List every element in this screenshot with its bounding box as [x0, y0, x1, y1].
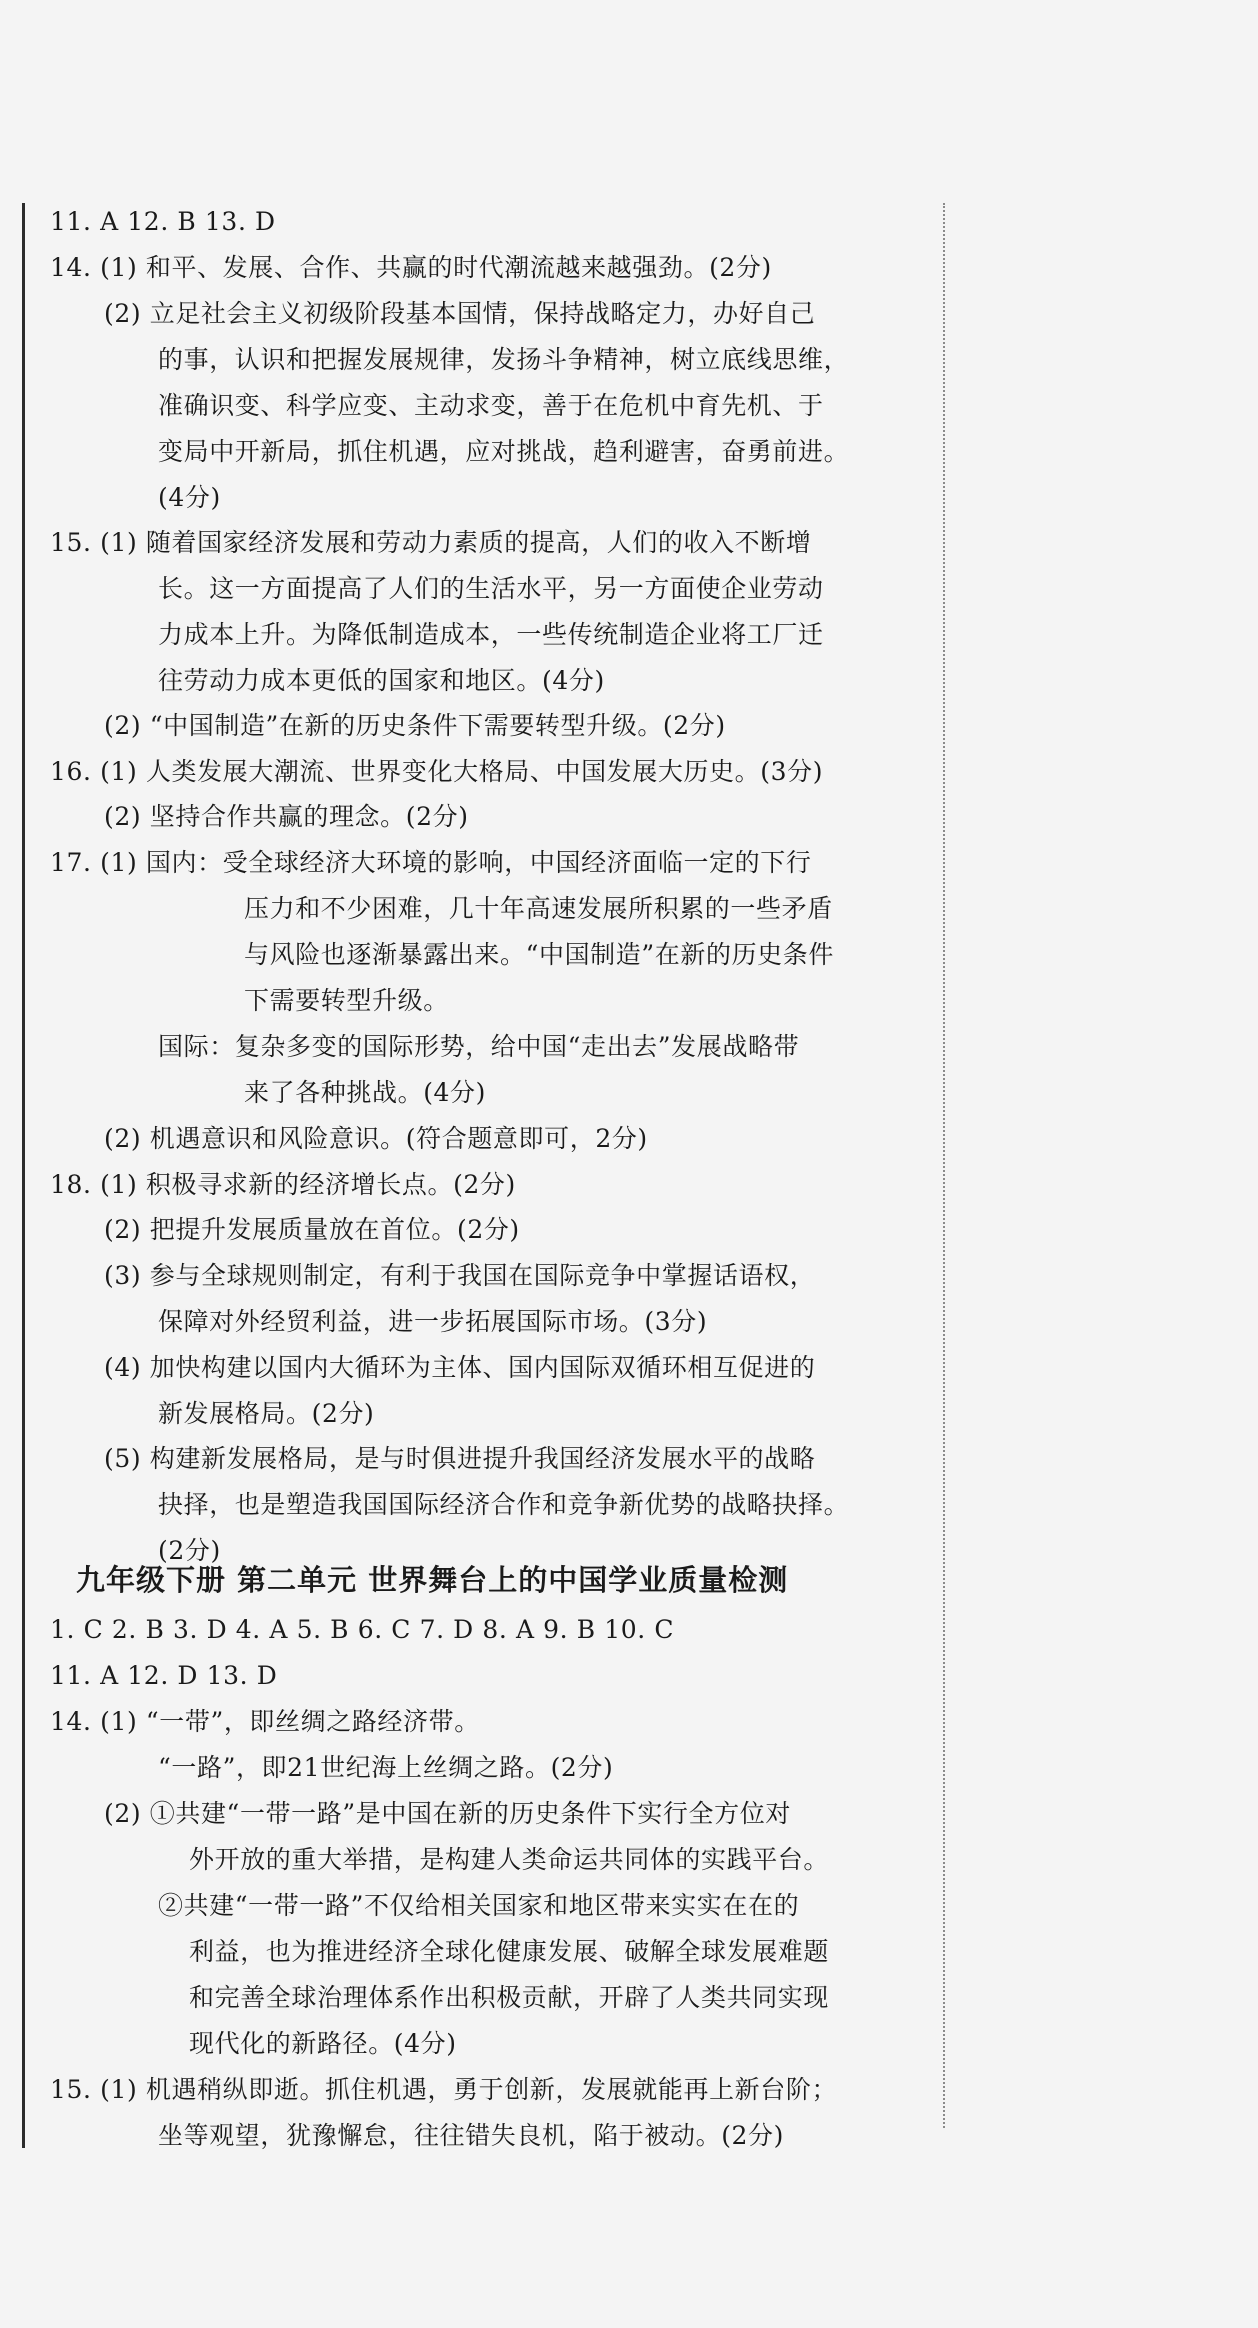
answer-line: 的事，认识和把握发展规律，发扬斗争精神，树立底线思维， — [158, 345, 850, 374]
answer-line: (4) 加快构建以国内大循环为主体、国内国际双循环相互促进的 — [104, 1353, 816, 1382]
answer-line: (5) 构建新发展格局，是与时俱进提升我国经济发展水平的战略 — [104, 1444, 816, 1473]
answer-line: 15. (1) 随着国家经济发展和劳动力素质的提高，人们的收入不断增 — [50, 528, 812, 557]
answer-line: (4分) — [158, 483, 221, 512]
answer-line: 15. (1) 机遇稍纵即逝。抓住机遇，勇于创新，发展就能再上新台阶； — [50, 2075, 838, 2104]
answer-line: (3) 参与全球规则制定，有利于我国在国际竞争中掌握话语权， — [104, 1261, 816, 1290]
section-heading: 九年级下册 第二单元 世界舞台上的中国学业质量检测 — [76, 1563, 789, 1597]
answer-line: 来了各种挑战。(4分) — [244, 1078, 487, 1107]
answer-line: 现代化的新路径。(4分) — [189, 2029, 457, 2058]
answer-line: 18. (1) 积极寻求新的经济增长点。(2分) — [50, 1170, 516, 1199]
answer-line: 力成本上升。为降低制造成本，一些传统制造企业将工厂迁 — [158, 620, 824, 649]
answer-line: 长。这一方面提高了人们的生活水平，另一方面使企业劳动 — [158, 574, 824, 603]
answer-line: (2) 坚持合作共赢的理念。(2分) — [104, 802, 469, 831]
answer-line: 往劳动力成本更低的国家和地区。(4分) — [158, 666, 605, 695]
answer-line: 国际：复杂多变的国际形势，给中国“走出去”发展战略带 — [158, 1032, 800, 1061]
left-margin-rule — [22, 203, 25, 2148]
answer-line: 1. C 2. B 3. D 4. A 5. B 6. C 7. D 8. A 9. B 10. C — [50, 1615, 675, 1644]
answer-line: 17. (1) 国内：受全球经济大环境的影响，中国经济面临一定的下行 — [50, 848, 812, 877]
answer-line: 16. (1) 人类发展大潮流、世界变化大格局、中国发展大历史。(3分) — [50, 757, 824, 786]
answer-line: 与风险也逐渐暴露出来。“中国制造”在新的历史条件 — [244, 940, 834, 969]
answer-line: (2) “中国制造”在新的历史条件下需要转型升级。(2分) — [104, 711, 726, 740]
answer-line: 14. (1) “一带”，即丝绸之路经济带。 — [50, 1707, 480, 1736]
answer-line: 利益，也为推进经济全球化健康发展、破解全球发展难题 — [189, 1937, 830, 1966]
answer-line: (2) 把提升发展质量放在首位。(2分) — [104, 1215, 520, 1244]
answer-line: (2) ①共建“一带一路”是中国在新的历史条件下实行全方位对 — [104, 1799, 791, 1828]
answer-line: 新发展格局。(2分) — [158, 1399, 375, 1428]
answer-line: (2) 立足社会主义初级阶段基本国情，保持战略定力，办好自己 — [104, 299, 816, 328]
answer-line: (2分) — [158, 1536, 221, 1565]
answer-line: 准确识变、科学应变、主动求变，善于在危机中育先机、于 — [158, 391, 824, 420]
right-dotted-rule — [943, 203, 945, 2128]
answer-line: 保障对外经贸利益，进一步拓展国际市场。(3分) — [158, 1307, 708, 1336]
answer-line: “一路”，即21世纪海上丝绸之路。(2分) — [158, 1753, 614, 1782]
answer-line: 11. A 12. B 13. D — [50, 207, 276, 236]
answer-line: 和完善全球治理体系作出积极贡献，开辟了人类共同实现 — [189, 1983, 830, 2012]
answer-line: 压力和不少困难，几十年高速发展所积累的一些矛盾 — [244, 894, 833, 923]
answer-line: 变局中开新局，抓住机遇，应对挑战，趋利避害，奋勇前进。 — [158, 437, 850, 466]
answer-line: 坐等观望，犹豫懈怠，往往错失良机，陷于被动。(2分) — [158, 2121, 785, 2150]
answer-line: ②共建“一带一路”不仅给相关国家和地区带来实实在在的 — [158, 1891, 800, 1920]
answer-line: 下需要转型升级。 — [244, 986, 449, 1015]
answer-line: (2) 机遇意识和风险意识。(符合题意即可，2分) — [104, 1124, 648, 1153]
answer-line: 外开放的重大举措，是构建人类命运共同体的实践平台。 — [189, 1845, 830, 1874]
answer-line: 14. (1) 和平、发展、合作、共赢的时代潮流越来越强劲。(2分) — [50, 253, 772, 282]
answer-line: 11. A 12. D 13. D — [50, 1661, 278, 1690]
answer-line: 抉择，也是塑造我国国际经济合作和竞争新优势的战略抉择。 — [158, 1490, 850, 1519]
